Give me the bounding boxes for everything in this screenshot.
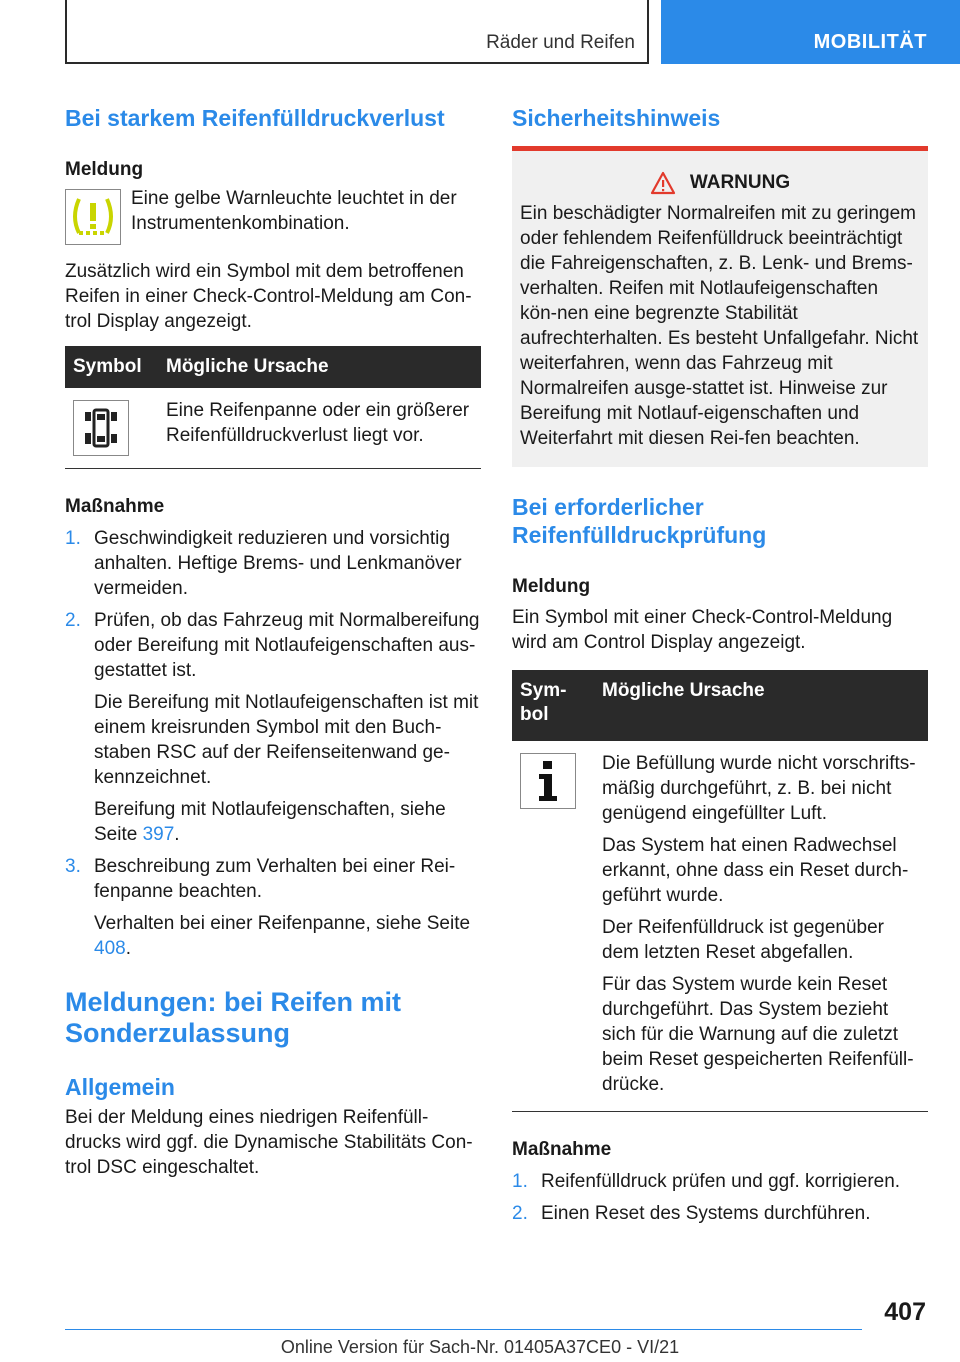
table-header-ursache: Mögliche Ursache <box>158 346 481 388</box>
car-tire-icon <box>73 400 129 456</box>
list-number: 2. <box>512 1203 528 1224</box>
table-cell-ursache <box>594 741 928 1112</box>
warning-triangle-icon <box>650 171 676 195</box>
massnahme-list-right <box>512 1169 928 1226</box>
header-section-title: Räder und Reifen <box>486 32 635 53</box>
table-header-symbol: Sym-bol <box>512 670 594 741</box>
list-item <box>65 526 481 601</box>
list-item-text: Beschreibung zum Verhalten bei einer Rei-fenpanne beachten. <box>94 856 456 902</box>
massnahme-list-left <box>65 526 481 961</box>
warning-header <box>520 171 920 195</box>
list-number: 3. <box>65 856 81 877</box>
zusatz-text: Zusätzlich wird ein Symbol mit dem betroffenen Reifen in einer Check-Control-Meldung am Con-trol Display angezeigt. <box>65 261 472 332</box>
symbol-table-right <box>512 670 928 1112</box>
table-header-ursache: Mögliche Ursache <box>594 670 928 741</box>
list-item-text: Geschwindigkeit reduzieren und vorsichtig anhalten. Heftige Brems- und Lenkmanöver vermeiden. <box>94 528 462 599</box>
massnahme-label-left: Maßnahme <box>65 496 165 517</box>
page-link[interactable]: 397 <box>142 824 175 845</box>
page-number: 407 <box>884 1298 926 1326</box>
list-item-text: Reifenfülldruck prüfen und ggf. korrigieren. <box>541 1171 901 1192</box>
heading-allgemein: Allgemein <box>65 1074 175 1100</box>
list-item <box>512 1201 928 1226</box>
list-item-text: Einen Reset des Systems durchführen. <box>541 1203 871 1224</box>
list-item-subtext: Die Bereifung mit Notlaufeigenschaften ist mit einem kreisrunden Symbol mit den Buch-staben RSC auf der Reifenseitenwand ge-kennzeichnet. <box>94 692 479 788</box>
list-item <box>512 1169 928 1194</box>
meldung-label: Meldung <box>65 159 144 180</box>
table-header-symbol: Symbol <box>65 346 158 388</box>
meldung-label-right: Meldung <box>512 576 591 597</box>
list-item <box>65 608 481 847</box>
symbol-table-left <box>65 346 481 469</box>
tire-pressure-warning-icon <box>65 189 121 245</box>
info-icon <box>520 753 576 809</box>
ursache-paragraph: Für das System wurde kein Reset durchgeführt. Das System bezieht sich für die Warnung auf die zuletzt beim Reset gespeicherten Reifenfüll-drücke. <box>602 974 914 1095</box>
footer-divider <box>65 1329 862 1330</box>
list-number: 1. <box>512 1171 528 1192</box>
ursache-paragraph: Die Befüllung wurde nicht vorschrifts-mäßig durchgeführt, z. B. bei nicht genügend eingefüllter Luft. <box>602 753 916 824</box>
page-link[interactable]: 408 <box>94 938 126 959</box>
footer-text: Online Version für Sach-Nr. 01405A37CE0 - VI/21 <box>280 1337 680 1357</box>
table-cell-ursache: Eine Reifenpanne oder ein größerer Reifenfülldruckverlust liegt vor. <box>158 388 481 469</box>
warning-title: WARNUNG <box>689 172 791 193</box>
meldung-text: Eine gelbe Warnleuchte leuchtet in der Instrumentenkombination. <box>131 188 457 234</box>
warning-text: Ein beschädigter Normalreifen mit zu geringem oder fehlendem Reifenfülldruck beeinträchtigt die Fahreigenschaften, z. B. Lenk- und Brems-verhalten. Reifen mit Notlaufeigenschaften kön-nen eine begrenzte Stabilität aufrechterhalten. Es besteht Unfallgefahr. Nicht weiterfahren, wenn das Fahrzeug mit Normalreifen ausge-stattet ist. Hinweise zur Bereifung mit Notlauf-eigenschaften und Weiterfahrt mit diesen Rei-fen beachten. <box>520 203 919 449</box>
table-row <box>65 388 481 469</box>
list-item-text: Prüfen, ob das Fahrzeug mit Normalbereifung oder Bereifung mit Notlaufeigenschaften aus-gestattet ist. <box>94 610 480 681</box>
list-item-reference: Verhalten bei einer Reifenpanne, siehe Seite 408. <box>94 913 471 959</box>
left-column <box>65 100 481 1180</box>
heading-sonderzulassung: Meldungen: bei Reifen mit Sonderzulassung <box>65 987 402 1048</box>
heading-reifenfuelldruckverlust: Bei starkem Reifenfülldruckverlust <box>65 105 445 131</box>
meldung-text-right: Ein Symbol mit einer Check-Control-Meldung wird am Control Display angezeigt. <box>512 607 893 653</box>
allgemein-text: Bei der Meldung eines niedrigen Reifenfüll-drucks wird ggf. die Dynamische Stabilitäts Con-trol DSC eingeschaltet. <box>65 1107 473 1178</box>
table-row <box>512 741 928 1112</box>
header-chapter-tab[interactable] <box>661 0 960 64</box>
meldung-row <box>65 186 481 245</box>
ursache-paragraph: Das System hat einen Radwechsel erkannt, ohne dass ein Reset durch-geführt wurde. <box>602 835 909 906</box>
heading-reifenfuelldruckpruefung: Bei erforderlicher Reifenfülldruckprüfung <box>512 494 767 548</box>
list-number: 1. <box>65 528 81 549</box>
massnahme-label-right: Maßnahme <box>512 1139 612 1160</box>
list-item <box>65 854 481 961</box>
ursache-paragraph: Der Reifenfülldruck ist gegenüber dem letzten Reset abgefallen. <box>602 917 884 963</box>
heading-sicherheitshinweis: Sicherheitshinweis <box>512 105 721 131</box>
list-number: 2. <box>65 610 81 631</box>
right-column <box>512 100 928 1226</box>
header-chapter-label: MOBILITÄT <box>813 31 927 53</box>
list-item-reference: Bereifung mit Notlaufeigenschaften, siehe Seite 397. <box>94 799 446 845</box>
warning-box <box>512 146 928 467</box>
